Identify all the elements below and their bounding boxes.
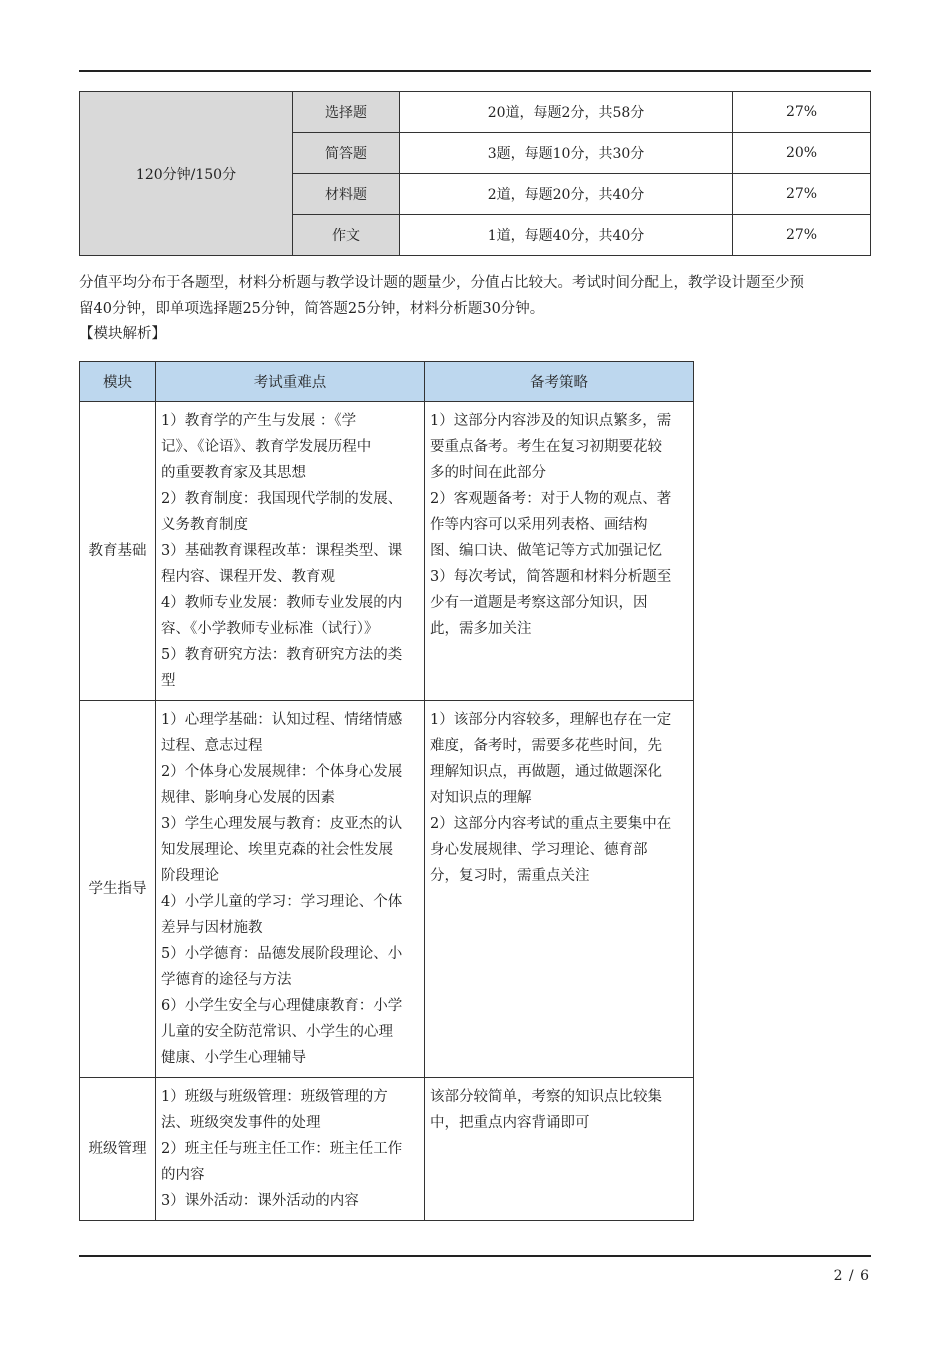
cell-line: 该部分较简单，考察的知识点比较集 xyxy=(430,1089,662,1105)
cell-line: 图、编口诀、做笔记等方式加强记忆 xyxy=(430,543,662,559)
question-detail: 20道，每题2分，共58分 xyxy=(400,92,733,133)
cell-line: 作等内容可以采用列表格、画结构 xyxy=(430,517,648,533)
module-name: 教育基础 xyxy=(80,402,156,701)
module-key-points xyxy=(156,402,425,701)
cell-line: 程内容、课程开发、教育观 xyxy=(161,569,335,585)
cell-line: 容、《小学教师专业标准（试行）》 xyxy=(161,621,379,637)
cell-line: 少有一道题是考察这部分知识，因 xyxy=(430,595,648,611)
cell-line: 6）小学生安全与心理健康教育：小学 xyxy=(161,998,403,1014)
table-header-row xyxy=(80,362,694,402)
cell-line: 阶段理论 xyxy=(161,868,219,884)
cell-line: 中，把重点内容背诵即可 xyxy=(430,1115,590,1131)
cell-line: 身心发展规律、学习理论、德育部 xyxy=(430,842,648,858)
module-strategy xyxy=(425,701,694,1078)
cell-line: 2）个体身心发展规律：个体身心发展 xyxy=(161,764,403,780)
cell-line: 学德育的途径与方法 xyxy=(161,972,292,988)
cell-line: 的重要教育家及其思想 xyxy=(161,465,306,481)
cell-line: 1）心理学基础：认知过程、情绪情感 xyxy=(161,712,403,728)
column-header-key-points: 考试重难点 xyxy=(156,362,425,402)
question-detail: 1道，每题40分，共40分 xyxy=(400,215,733,256)
cell-line: 3）课外活动：课外活动的内容 xyxy=(161,1193,359,1209)
score-distribution-paragraph xyxy=(79,270,871,322)
question-type: 简答题 xyxy=(293,133,400,174)
question-type: 材料题 xyxy=(293,174,400,215)
question-percent: 27% xyxy=(733,92,871,133)
cell-line: 2）教育制度：我国现代学制的发展、 xyxy=(161,491,403,507)
cell-line: 分，复习时，需重点关注 xyxy=(430,868,590,884)
exam-structure-table xyxy=(79,91,871,256)
module-key-points xyxy=(156,701,425,1078)
cell-line: 3）学生心理发展与教育：皮亚杰的认 xyxy=(161,816,403,832)
module-strategy xyxy=(425,402,694,701)
column-header-strategy: 备考策略 xyxy=(425,362,694,402)
cell-line: 多的时间在此部分 xyxy=(430,465,546,481)
paragraph-line: 分值平均分布于各题型，材料分析题与教学设计题的题量少，分值占比较大。考试时间分配上，教学设计题至少预 xyxy=(79,275,804,291)
question-detail: 2道，每题20分，共40分 xyxy=(400,174,733,215)
cell-line: 2）这部分内容考试的重点主要集中在 xyxy=(430,816,672,832)
section-heading: 【模块解析】 xyxy=(79,326,166,342)
table-row xyxy=(80,92,871,133)
cell-line: 的内容 xyxy=(161,1167,205,1183)
paragraph-line: 留40分钟，即单项选择题25分钟，简答题25分钟，材料分析题30分钟。 xyxy=(79,301,545,317)
question-type: 作文 xyxy=(293,215,400,256)
table-row xyxy=(80,701,694,1078)
cell-line: 义务教育制度 xyxy=(161,517,248,533)
cell-line: 此，需多加关注 xyxy=(430,621,532,637)
cell-line: 1）教育学的产生与发展 ：《学 xyxy=(161,413,357,429)
cell-line: 理解知识点，再做题，通过做题深化 xyxy=(430,764,662,780)
footer-rule xyxy=(79,1255,871,1257)
table-row xyxy=(80,1078,694,1221)
cell-line: 规律、影响身心发展的因素 xyxy=(161,790,335,806)
module-name: 学生指导 xyxy=(80,701,156,1078)
question-percent: 20% xyxy=(733,133,871,174)
cell-line: 3）基础教育课程改革：课程类型、课 xyxy=(161,543,403,559)
cell-line: 3）每次考试，简答题和材料分析题至 xyxy=(430,569,672,585)
cell-line: 健康、小学生心理辅导 xyxy=(161,1050,306,1066)
header-rule xyxy=(79,70,871,72)
module-key-points xyxy=(156,1078,425,1221)
cell-line: 4）教师专业发展：教师专业发展的内 xyxy=(161,595,403,611)
module-name: 班级管理 xyxy=(80,1078,156,1221)
cell-line: 儿童的安全防范常识、小学生的心理 xyxy=(161,1024,393,1040)
question-detail: 3题，每题10分，共30分 xyxy=(400,133,733,174)
cell-line: 1）该部分内容较多，理解也存在一定 xyxy=(430,712,672,728)
cell-line: 对知识点的理解 xyxy=(430,790,532,806)
cell-line: 型 xyxy=(161,673,176,689)
cell-line: 法、班级突发事件的处理 xyxy=(161,1115,321,1131)
module-analysis-table xyxy=(79,361,694,1221)
table-row xyxy=(80,402,694,701)
cell-line: 2）班主任与班主任工作：班主任工作 xyxy=(161,1141,403,1157)
cell-line: 过程、意志过程 xyxy=(161,738,263,754)
module-strategy xyxy=(425,1078,694,1221)
cell-line: 差异与因材施教 xyxy=(161,920,263,936)
cell-line: 记》、《论语》、教育学发展历程中 xyxy=(161,439,372,455)
page-number: 2 / 6 xyxy=(833,1268,870,1284)
question-percent: 27% xyxy=(733,174,871,215)
exam-time-total: 120分钟/150分 xyxy=(80,92,293,256)
cell-line: 1）这部分内容涉及的知识点繁多，需 xyxy=(430,413,672,429)
cell-line: 知发展理论、埃里克森的社会性发展 xyxy=(161,842,393,858)
cell-line: 要重点备考。考生在复习初期要花较 xyxy=(430,439,662,455)
cell-line: 4）小学儿童的学习：学习理论、个体 xyxy=(161,894,403,910)
question-percent: 27% xyxy=(733,215,871,256)
cell-line: 5）小学德育：品德发展阶段理论、小 xyxy=(161,946,403,962)
cell-line: 1）班级与班级管理：班级管理的方 xyxy=(161,1089,388,1105)
cell-line: 难度，备考时，需要多花些时间，先 xyxy=(430,738,662,754)
cell-line: 5）教育研究方法：教育研究方法的类 xyxy=(161,647,403,663)
column-header-module: 模块 xyxy=(80,362,156,402)
cell-line: 2）客观题备考：对于人物的观点、著 xyxy=(430,491,672,507)
question-type: 选择题 xyxy=(293,92,400,133)
